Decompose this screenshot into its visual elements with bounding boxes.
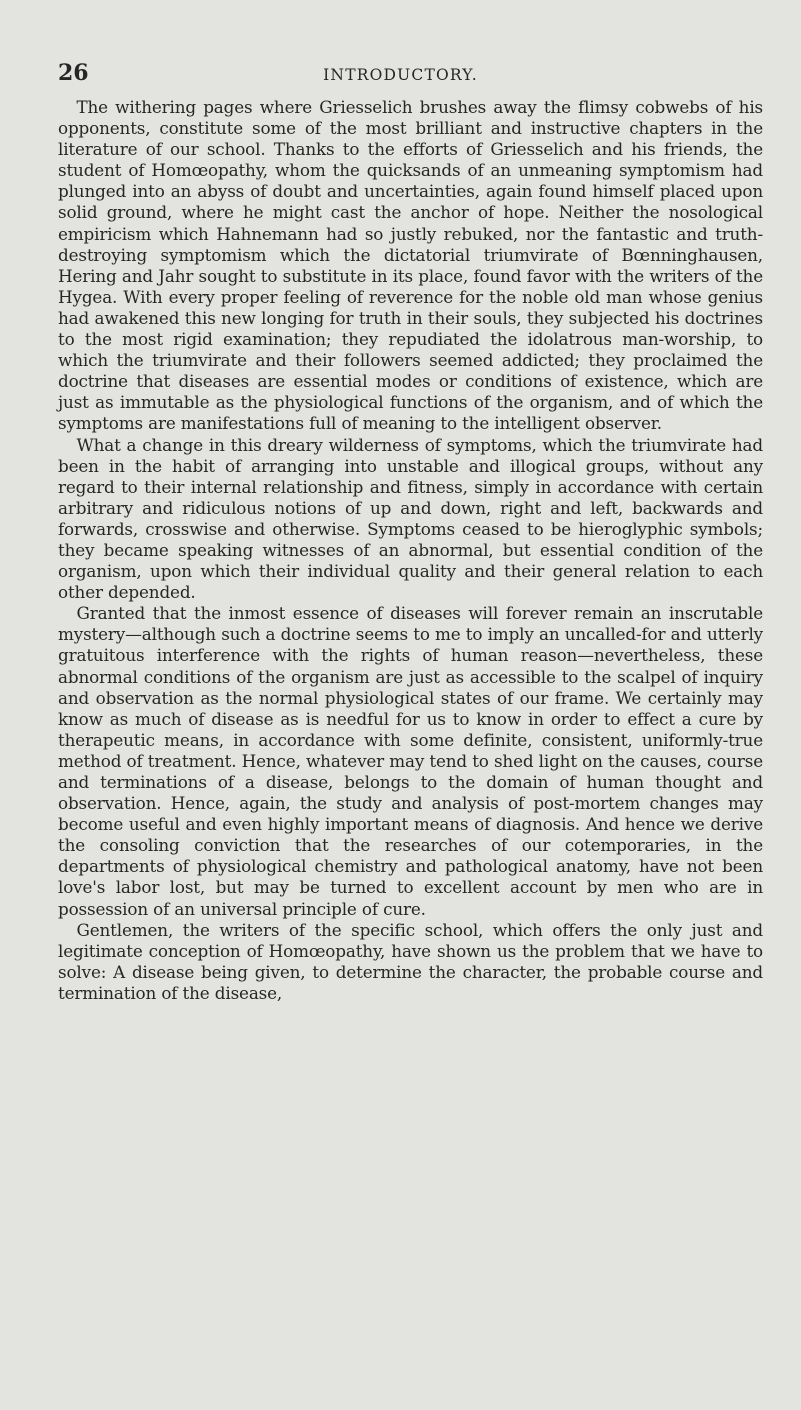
paragraph-4: Gentlemen, the writers of the specific school, which offers the only just and legitimate conception of Homœopathy, have shown us the problem that we have to solve: A disease being given, to determine the character, the probable course and termination of the disease,	[58, 919, 763, 1003]
body-text	[58, 97, 763, 1004]
running-head: INTRODUCTORY.	[323, 66, 478, 84]
paragraph-3: Granted that the inmost essence of diseases will forever remain an inscrutable mystery—although such a doctrine seems to me to imply an uncalled-for and utterly gratuitous interference with the rights of human reason—nevertheless, these abnormal conditions of the organism are just as accessible to the scalpel of inquiry and observation as the normal physiological states of our frame. We certainly may know as much of disease as is needful for us to know in order to effect a cure by therapeutic means, in accordance with some definite, consistent, uniformly-true method of treatment. Hence, whatever may tend to shed light on the causes, course and terminations of a disease, belongs to the domain of human thought and observation. Hence, again, the study and analysis of post-mortem changes may become useful and even highly important means of diagnosis. And hence we derive the consoling conviction that the researches of our cotemporaries, in the departments of physiological chemistry and pathological anatomy, have not been love's labor lost, but may be turned to excellent account by men who are in possession of an universal principle of cure.	[58, 603, 763, 919]
paragraph-2: What a change in this dreary wilderness of symptoms, which the triumvirate had been in the habit of arranging into unstable and illogical groups, without any regard to their internal relationship and fitness, simply in accordance with certain arbitrary and ridiculous notions of up and down, right and left, backwards and forwards, crosswise and otherwise. Symptoms ceased to be hieroglyphic symbols; they became speaking witnesses of an abnormal, but essential condition of the organism, upon which their individual quality and their general relation to each other depended.	[58, 434, 763, 603]
paragraph-1: The withering pages where Griesselich brushes away the flimsy cobwebs of his opponents, constitute some of the most brilliant and instructive chapters in the literature of our school. Thanks to the efforts of Griesselich and his friends, the student of Homœopathy, whom the quicksands of an unmeaning symptomism had plunged into an abyss of doubt and uncertainties, again found himself placed upon solid ground, where he might cast the anchor of hope. Neither the nosological empiricism which Hahnemann had so justly rebuked, nor the fantastic and truth-destroying symptomism which the dictatorial triumvirate of Bœnninghausen, Hering and Jahr sought to substitute in its place, found favor with the writers of the Hygea. With every proper feeling of reverence for the noble old man whose genius had awakened this new longing for truth in their souls, they subjected his doctrines to the most rigid examination; they repudiated the idolatrous man-worship, to which the triumvirate and their followers seemed addicted; they proclaimed the doctrine that diseases are essential modes or conditions of existence, which are just as immutable as the physiological functions of the organism, and of which the symptoms are manifestations full of meaning to the intelligent observer.	[58, 97, 763, 434]
page-number: 26	[58, 60, 89, 86]
